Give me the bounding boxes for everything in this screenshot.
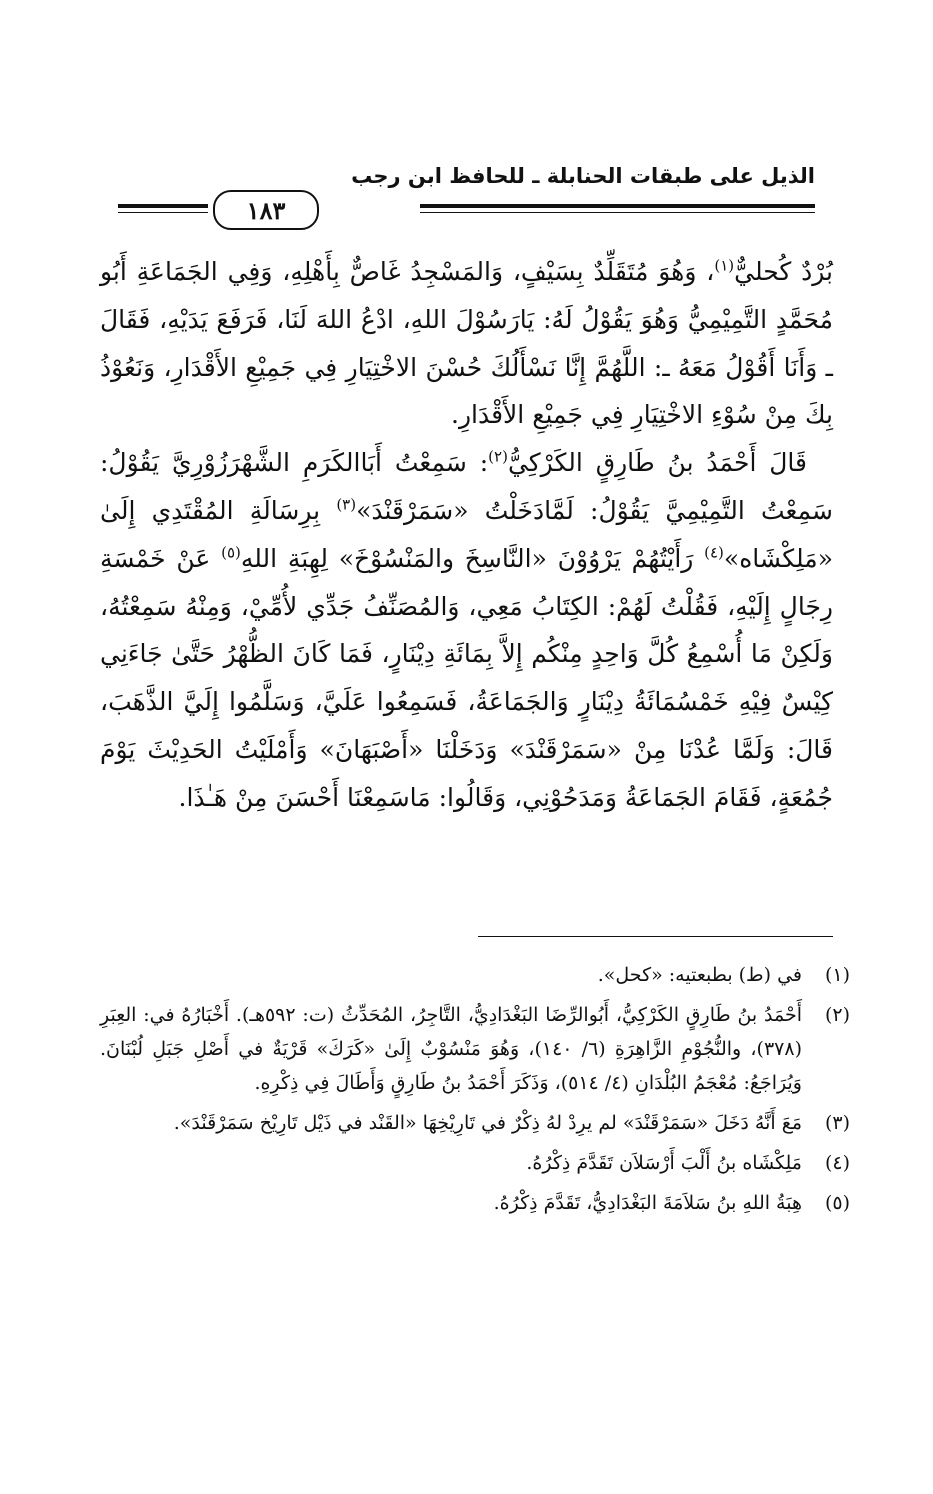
footnote-4 bbox=[100, 1146, 850, 1180]
page-header bbox=[118, 160, 815, 230]
footnote-text: مَلِكْشَاه بنُ أَلْبَ أَرْسَلاَن تَقَدَّمَ ذِكْرُهُ. bbox=[526, 1152, 802, 1174]
footnote-5 bbox=[100, 1186, 850, 1220]
footnote-ref-2: (٢) bbox=[488, 447, 508, 466]
text-run: قَالَ أَحْمَدُ بنُ طَارِقٍ الكَرْكِيُّ bbox=[507, 448, 807, 478]
text-run: بُرْدٌ كُحليٌّ bbox=[734, 257, 833, 286]
footnote-text: مَعَ أَنَّهُ دَخَلَ «سَمَرْقَنْدَ» لم يرِدْ لهُ ذِكْرٌ في تَارِيْخِهَا «القَنْد في ذَيْل تَارِيْخ سَمَرْقَنْدَ». bbox=[173, 1112, 802, 1134]
text-run: رَأَيْتُهُمْ يَرْوُوْنَ «النَّاسِخَ والمَنْسُوْخَ» لِهِبَةِ اللهِ bbox=[240, 543, 705, 573]
footnote-ref-3: (٣) bbox=[336, 495, 357, 514]
header-rule-thick-right bbox=[420, 204, 815, 208]
running-title: الذيل على طبقات الحنابلة ـ للحافظ ابن رجب bbox=[351, 164, 815, 188]
footnote-separator bbox=[478, 936, 833, 937]
main-text bbox=[100, 248, 833, 822]
footnote-ref-5: (٥) bbox=[221, 543, 241, 562]
text-run: عَنْ خَمْسَةِ رِجَالٍ إِلَيْهِ، فَقُلْتُ لَهُمْ: الكِتَابُ مَعِي، وَالمُصَنِّفُ جَدِّي لأُمِّيْ، وَمِنْهُ سَمِعْتُهُ، وَلَكِنْ مَا أُسْمِعُ كُلَّ وَاحِدٍ مِنْكُم إِلاَّ بِمَائَةِ دِيْنَارٍ، فَمَا كَانَ الظُّهْرُ حَتَّىٰ جَاءَنِي كِيْسٌ فِيْهِ خَمْسُمَائَةُ دِيْنَارٍ وَالجَمَاعَةُ، فَسَمِعُوا عَلَيَّ، وَسَلَّمُوا إِلَيَّ الذَّهَبَ، قَالَ: وَلَمَّا عُدْنَا مِنْ «سَمَرْقَنْدَ» وَدَخَلْنَا «أَصْبَهَانَ» وَأَمْلَيْتُ الحَدِيْثَ يَوْمَ جُمُعَةٍ، فَقَامَ الجَمَاعَةُ وَمَدَحُوْنِي، وَقَالُوا: مَاسَمِعْنَا أَحْسَنَ مِنْ هَـٰذَا. bbox=[100, 543, 833, 812]
footnotes bbox=[100, 958, 850, 1226]
text-run: ، وَهُوَ مُتَقَلِّدٌ بِسَيْفٍ، وَالمَسْجِدُ غَاصٌّ بِأَهْلِهِ، وَفِي الجَمَاعَةِ أَبُو مُحَمَّدٍ التَّمِيْمِيُّ وَهُوَ يَقُوْلُ لَهُ: يَارَسُوْلَ اللهِ، ادْعُ اللهَ لَنَا، فَرَفَعَ يَدَيْهِ، فَقَالَ ـ وَأَنَا أَقُوْلُ مَعَهُ ـ: اللَّهُمَّ إِنَّا نَسْأَلُكَ حُسْنَ الاخْتِيَارِ فِي جَمِيْعِ الأَقْدَارِ، وَنَعُوْذُ بِكَ مِنْ سُوْءِ الاخْتِيَارِ فِي جَمِيْعِ الأَقْدَارِ. bbox=[100, 257, 833, 430]
footnote-3 bbox=[100, 1106, 850, 1140]
footnote-ref-1: (١) bbox=[714, 256, 735, 275]
footnote-text: هِبَةُ اللهِ بنُ سَلاَمَةَ البَغْدَادِيُّ، تَقَدَّمَ ذِكْرُهُ. bbox=[493, 1192, 802, 1214]
text-run: : سَمِعْتُ أَبَاالكَرَمِ الشَّهْرَزُوْرِيَّ يَقُوْلُ: سَمِعْتُ التَّمِيْمِيَّ يَقُوْلُ: لَمَّادَخَلْتُ «سَمَرْقَنْدَ» bbox=[100, 448, 833, 525]
header-rule-thick-left bbox=[118, 204, 208, 208]
footnote-number: (٢) bbox=[824, 1004, 850, 1026]
paragraph-1 bbox=[100, 248, 833, 439]
footnote-number: (١) bbox=[824, 964, 850, 986]
text-run: بِرِسَالَةِ المُقْتَدِي إِلَىٰ «مَلِكْشَاه» bbox=[100, 495, 833, 573]
paragraph-2 bbox=[100, 439, 833, 821]
header-rule-thin-left bbox=[118, 212, 208, 213]
page-number: ١٨٣ bbox=[213, 190, 319, 230]
footnote-text: أَحْمَدُ بنُ طَارِقٍ الكَرْكِيُّ، أَبُوالرِّضَا البَغْدَادِيُّ، التَّاجِرُ، المُحَدِّثُ (ت: ٥٩٢هـ). أَخْبَارُهُ في: العِبَرِ (٣٧٨)، والنُّجُوْمِ الزَّاهِرَةِ (٦/ ١٤٠)، وَهُوَ مَنْسُوْبٌ إِلَىٰ «كَرَكَ» قَرْيَةٌ في أَصْلِ جَبَلِ لُبْنَانَ. وَيُرَاجَعُ: مُعْجَمُ البُلْدَانِ (٤/ ٥١٤)، وَذَكَرَ أَحْمَدُ بنُ طَارِقٍ وَأَطَالَ فِي ذِكْرِهِ. bbox=[100, 1004, 803, 1094]
footnote-number: (٤) bbox=[824, 1152, 850, 1174]
footnote-ref-4: (٤) bbox=[704, 543, 724, 562]
footnote-number: (٣) bbox=[824, 1112, 850, 1134]
footnote-1 bbox=[100, 958, 850, 992]
footnote-number: (٥) bbox=[824, 1192, 850, 1214]
footnote-2 bbox=[100, 998, 850, 1100]
header-rule-thin-right bbox=[420, 212, 815, 213]
footnote-text: في (ط) بطبعتيه: «كحل». bbox=[597, 964, 802, 986]
